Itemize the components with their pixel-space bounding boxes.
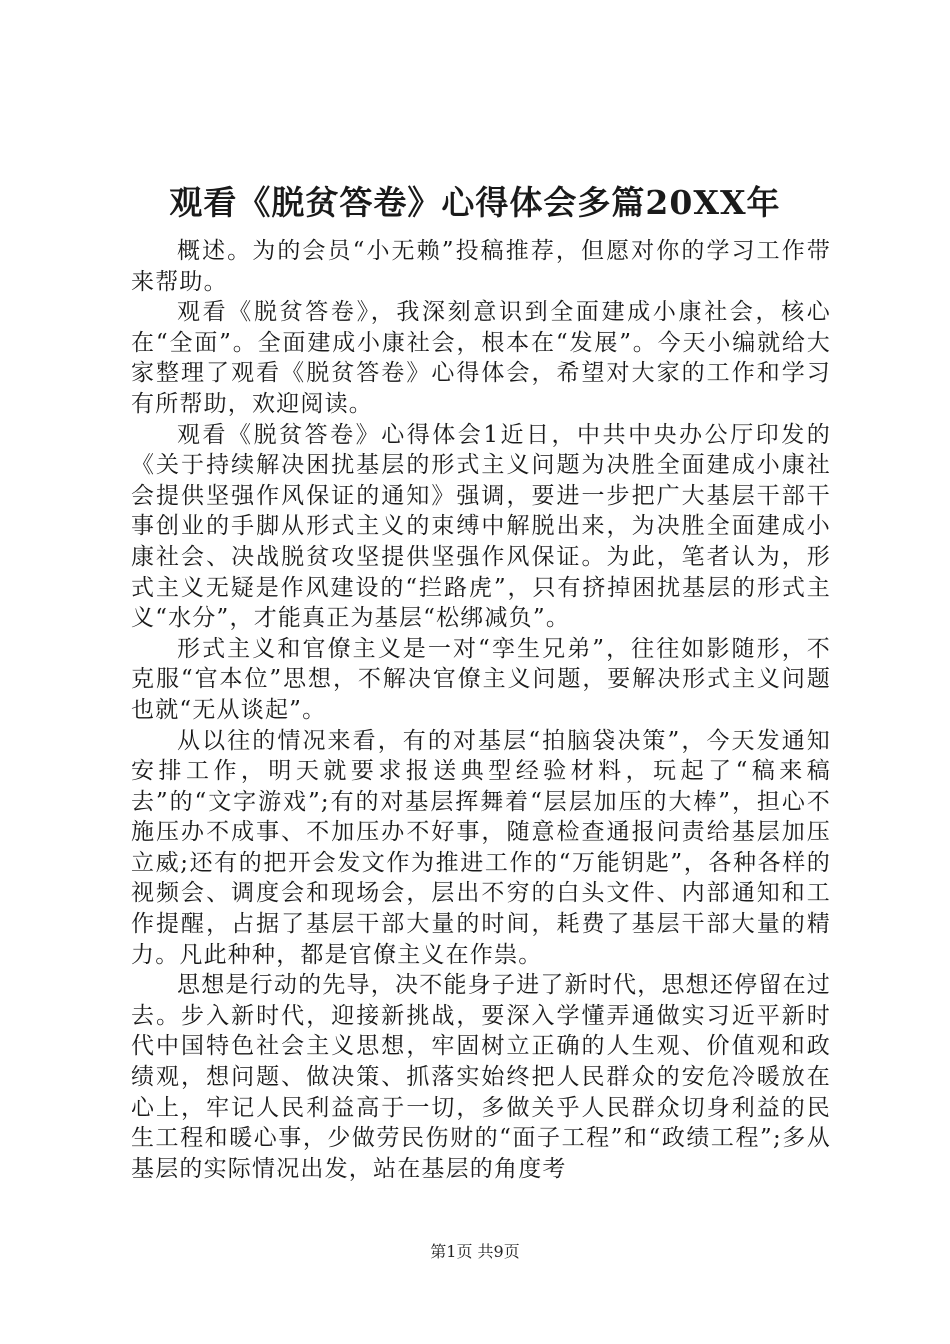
paragraph: 概述。为的会员“小无赖”投稿推荐，但愿对你的学习工作带来帮助。 [131,238,831,295]
page-footer: 第1页 共9页 [430,1242,520,1261]
paragraph: 观看《脱贫答卷》，我深刻意识到全面建成小康社会，核心在“全面”。全面建成小康社会，根本在“发展”。今天小编就给大家整理了观看《脱贫答卷》心得体会，希望对大家的工作和学习有所帮助，欢迎阅读。 [131,299,831,417]
paragraph: 思想是行动的先导，决不能身子进了新时代，思想还停留在过去。步入新时代，迎接新挑战，要深入学懂弄通做实习近平新时代中国特色社会主义思想，牢固树立正确的人生观、价值观和政绩观，想问题、做决策、抓落实始终把人民群众的安危冷暖放在心上，牢记人民利益高于一切，多做关乎人民群众切身利益的民生工程和暖心事，少做劳民伤财的“面子工程”和“政绩工程”;多从基层的实际情况出发，站在基层的角度考 [131,972,831,1182]
page-title: 观看《脱贫答卷》心得体会多篇20XX年 [169,183,781,222]
paragraph: 形式主义和官僚主义是一对“孪生兄弟”，往往如影随形，不克服“官本位”思想，不解决官僚主义问题，要解决形式主义问题也就“无从谈起”。 [131,635,831,723]
paragraph: 从以往的情况来看，有的对基层“拍脑袋决策”，今天发通知安排工作，明天就要求报送典型经验材料，玩起了“稿来稿去”的“文字游戏”;有的对基层挥舞着“层层加压的大棒”，担心不施压办不成事、不加压办不好事，随意检查通报问责给基层加压立威;还有的把开会发文作为推进工作的“万能钥匙”，各种各样的视频会、调度会和现场会，层出不穷的白头文件、内部通知和工作提醒，占据了基层干部大量的时间，耗费了基层干部大量的精力。凡此种种，都是官僚主义在作祟。 [131,727,831,968]
document-body [131,236,831,1184]
paragraph: 观看《脱贫答卷》心得体会1近日，中共中央办公厅印发的《关于持续解决困扰基层的形式主义问题为决胜全面建成小康社会提供坚强作风保证的通知》强调，要进一步把广大基层干部干事创业的手脚从形式主义的束缚中解脱出来，为决胜全面建成小康社会、决战脱贫攻坚提供坚强作风保证。为此，笔者认为，形式主义无疑是作风建设的“拦路虎”，只有挤掉困扰基层的形式主义“水分”，才能真正为基层“松绑减负”。 [131,421,831,632]
